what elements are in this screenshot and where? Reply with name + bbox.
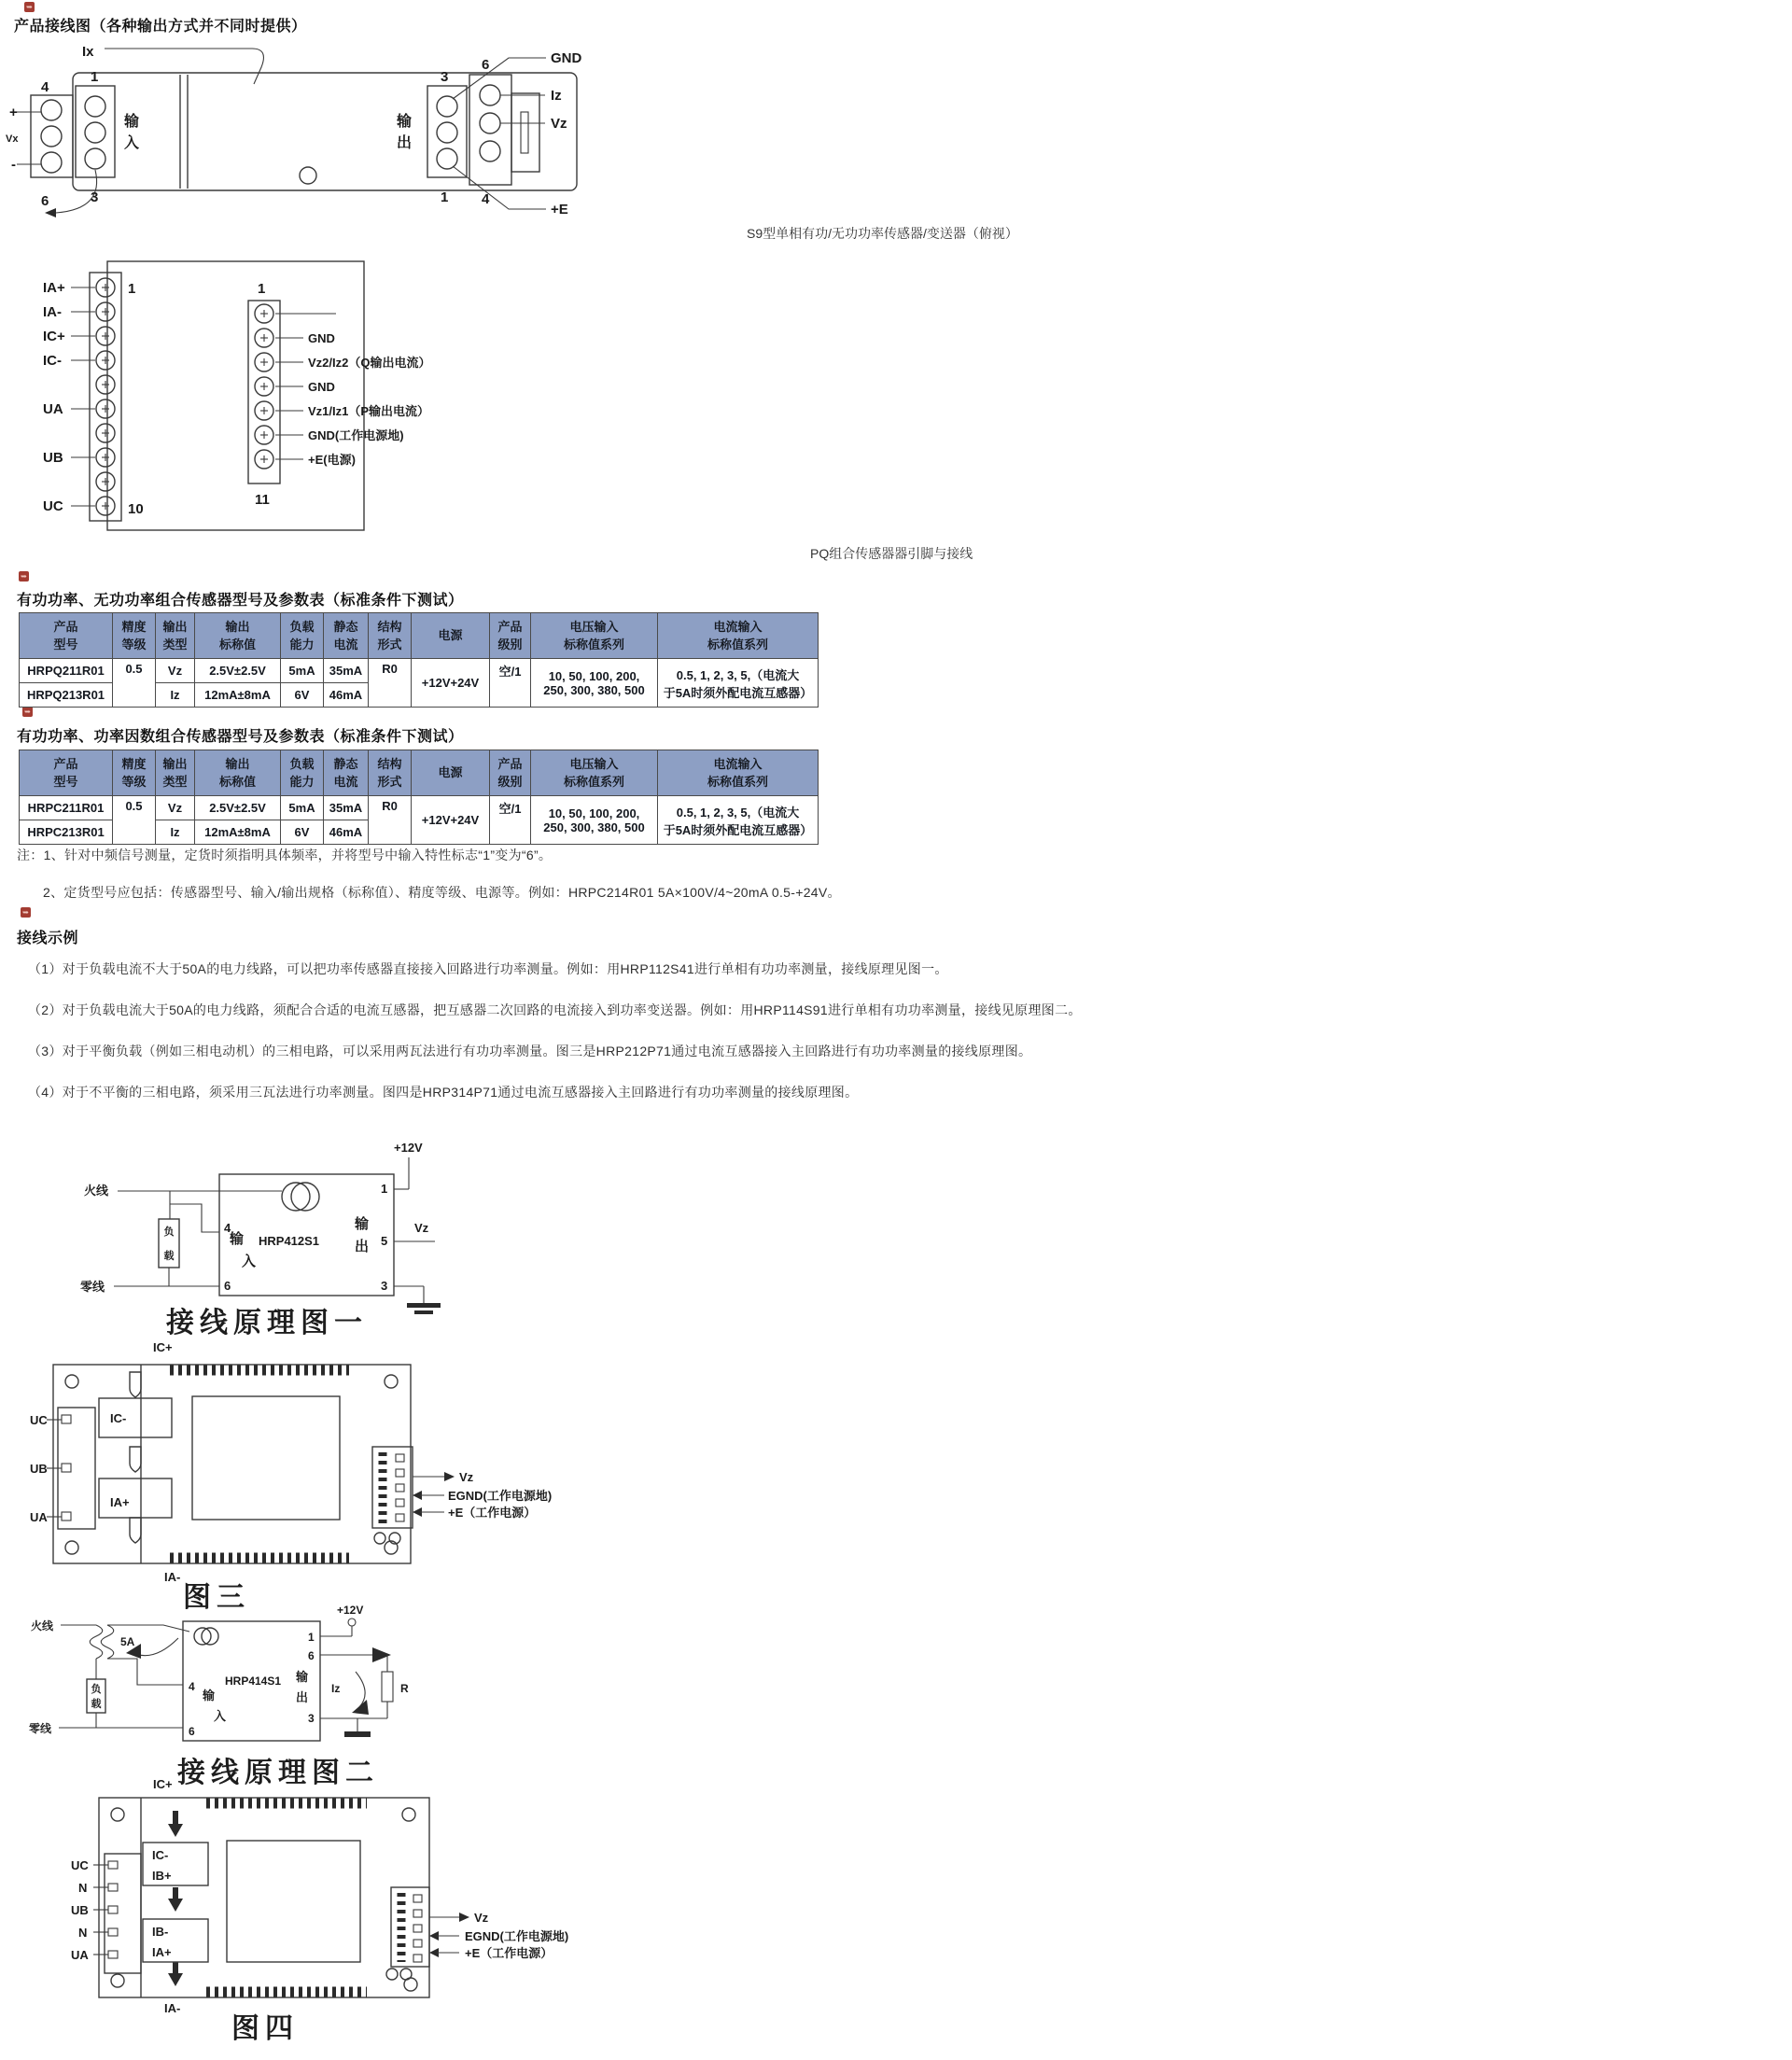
fig2-pin-6-right: 6	[308, 1649, 315, 1662]
pq-num-10: 10	[128, 501, 144, 517]
cell-structure: R0	[369, 659, 412, 708]
fig4-n1: N	[78, 1881, 88, 1895]
broken-image-icon: ➥	[24, 2, 35, 12]
header-cell: 产品 型号	[20, 613, 113, 659]
fig4-ia-minus: IA-	[164, 2001, 181, 2015]
cell-power: +12V+24V	[412, 659, 490, 708]
fig1-load-2: 载	[163, 1251, 175, 1262]
fig2-model-label: HRP414S1	[225, 1675, 282, 1688]
pq-num-1-right: 1	[258, 281, 266, 297]
pq-label-gnd-power: GND(工作电源地)	[308, 428, 404, 442]
cell-model: HRPQ213R01	[20, 683, 113, 708]
header-cell: 静态 电流	[324, 750, 369, 796]
header-cell: 结构 形式	[369, 750, 412, 796]
fig1-pin-4: 4	[224, 1221, 231, 1235]
fig2-output-2: 出	[296, 1690, 309, 1704]
pin-3-left: 3	[91, 189, 99, 205]
fig1-pin-6: 6	[224, 1279, 231, 1293]
fig1-output-2: 出	[355, 1239, 370, 1254]
fig2-ct-hole	[202, 1628, 218, 1645]
header-cell: 输出 标称值	[195, 613, 281, 659]
fig3-ub: UB	[30, 1462, 48, 1476]
caption-s9: S9型单相有功/无功功率传感器/变送器（俯视）	[747, 226, 1018, 241]
fig3-plus-e: +E（工作电源）	[448, 1506, 537, 1520]
product-wiring-diagram	[0, 37, 616, 238]
fig3-egnd: EGND(工作电源地)	[448, 1489, 553, 1503]
wiring-example-3: （3）对于平衡负载（例如三相电动机）的三相电路，可以采用两瓦法进行有功功率测量。图三是HRP212P71通过电流互感器接入主回路进行有功功率测量的接线原理图。	[28, 1044, 1032, 1058]
fig1-caption: 接线原理图一	[166, 1308, 368, 1338]
pin-6-right: 6	[482, 57, 490, 73]
fig1-input-2: 入	[242, 1254, 257, 1269]
label-plus-e: +E	[551, 202, 568, 217]
label-gnd: GND	[551, 50, 582, 66]
cell-accuracy: 0.5	[113, 659, 156, 708]
fig2-load-1: 负	[91, 1684, 102, 1695]
header-cell: 结构 形式	[369, 613, 412, 659]
cell-model: HRPC211R01	[20, 796, 113, 820]
table-header-row	[20, 750, 819, 796]
header-cell: 产品 级别	[490, 613, 531, 659]
cell-static-current: 35mA	[324, 659, 369, 683]
fig3-ia-minus: IA-	[164, 1570, 181, 1584]
pin-ua: UA	[43, 401, 63, 417]
fig1-output-1: 输	[355, 1216, 370, 1232]
fig1-pin-1: 1	[381, 1182, 388, 1196]
cell-current-series: 0.5, 1, 2, 3, 5,（电流大 于5A时须外配电流互感器）	[658, 796, 819, 845]
params-table-pc	[19, 750, 819, 845]
cell-load: 5mA	[281, 659, 324, 683]
pin-1-right: 1	[441, 189, 449, 205]
label-plus: +	[9, 105, 18, 120]
caption-pq: PQ组合传感器器引脚与接线	[810, 546, 973, 561]
cell-output-type: Vz	[156, 796, 195, 820]
header-cell: 电源	[412, 750, 490, 796]
fig1-load-1: 负	[163, 1226, 175, 1238]
fig4-n2: N	[78, 1926, 88, 1940]
cell-static-current: 46mA	[324, 683, 369, 708]
fig3-board-details	[47, 1365, 455, 1563]
fig4-board-details	[93, 1798, 469, 1997]
cell-grade: 空/1	[490, 796, 531, 845]
pin-ia-plus: IA+	[43, 280, 65, 296]
fig2-neutral-label: 零线	[29, 1722, 52, 1735]
label-output-1: 输	[397, 114, 413, 130]
cell-load: 6V	[281, 683, 324, 708]
cell-load: 6V	[281, 820, 324, 845]
cell-accuracy: 0.5	[113, 796, 156, 845]
fig1-pin-5: 5	[381, 1234, 388, 1248]
fig4-vz: Vz	[474, 1911, 489, 1925]
fig1-neutral-label: 零线	[80, 1280, 105, 1294]
fig1-model-label: HRP412S1	[259, 1234, 320, 1248]
fig3-caption: 图三	[183, 1582, 250, 1613]
table-header-row	[20, 613, 819, 659]
fig2-pin-4: 4	[189, 1680, 195, 1693]
header-cell: 输出 标称值	[195, 750, 281, 796]
pq-num-1-left: 1	[128, 281, 136, 297]
fig4-ic-plus: IC+	[153, 1777, 173, 1791]
pq-num-11: 11	[255, 492, 270, 508]
pq-label-gnd-2: GND	[308, 380, 335, 394]
pq-label-plus-e: +E(电源)	[308, 453, 356, 467]
cell-current-series: 0.5, 1, 2, 3, 5,（电流大 于5A时须外配电流互感器）	[658, 659, 819, 708]
fig3-ia-plus: IA+	[110, 1495, 130, 1509]
cell-grade: 空/1	[490, 659, 531, 708]
fig3-uc: UC	[30, 1413, 48, 1427]
cell-output-type: Vz	[156, 659, 195, 683]
label-minus: -	[11, 157, 16, 173]
fig1-input-1: 输	[230, 1231, 245, 1247]
header-cell: 负载 能力	[281, 750, 324, 796]
header-cell: 产品 级别	[490, 750, 531, 796]
table-row	[20, 796, 819, 820]
cell-power: +12V+24V	[412, 796, 490, 845]
fig3-ic-plus: IC+	[153, 1340, 173, 1354]
fig4-caption: 图四	[231, 2013, 299, 2044]
pin-6-left: 6	[41, 193, 49, 209]
left-inner-terminal-block	[76, 86, 115, 177]
params-table-pq	[19, 612, 819, 708]
pin-4-left: 4	[41, 79, 49, 95]
fig3-ic-minus: IC-	[110, 1411, 127, 1425]
cell-output-nominal: 2.5V±2.5V	[195, 796, 281, 820]
pin-4-right: 4	[482, 191, 490, 207]
fig2-input-2: 入	[214, 1709, 227, 1723]
fig2-output-1: 输	[296, 1670, 309, 1684]
label-input-2: 入	[124, 135, 140, 151]
cell-static-current: 46mA	[324, 820, 369, 845]
header-cell: 电压输入 标称值系列	[531, 613, 658, 659]
cell-output-type: Iz	[156, 820, 195, 845]
cell-output-type: Iz	[156, 683, 195, 708]
fig4-ic-minus: IC-	[152, 1848, 169, 1862]
header-cell: 电流输入 标称值系列	[658, 613, 819, 659]
fig2-ct-hole	[194, 1628, 211, 1645]
pin-ic-minus: IC-	[43, 353, 62, 369]
fig4-plus-e: +E（工作电源）	[465, 1946, 553, 1960]
fig4-egnd: EGND(工作电源地)	[465, 1929, 569, 1943]
fig3-ua: UA	[30, 1510, 48, 1524]
cell-structure: R0	[369, 796, 412, 845]
header-cell: 静态 电流	[324, 613, 369, 659]
pq-pinout-diagram	[37, 248, 653, 547]
fig4-ub: UB	[71, 1903, 89, 1917]
fig2-ct-5a-label: 5A	[120, 1635, 135, 1648]
fig2-live-label: 火线	[31, 1619, 54, 1633]
header-cell: 电压输入 标称值系列	[531, 750, 658, 796]
header-cell: 精度 等级	[113, 750, 156, 796]
fig1-live-label: 火线	[84, 1184, 109, 1198]
header-cell: 电源	[412, 613, 490, 659]
fig4-board-outline	[99, 1798, 429, 1997]
fig1-12v-label: +12V	[394, 1141, 423, 1155]
fig4-uc: UC	[71, 1858, 89, 1872]
wiring-figure-3	[28, 1337, 607, 1589]
cell-voltage-series: 10, 50, 100, 200, 250, 300, 380, 500	[531, 796, 658, 845]
table1-title: 有功功率、无功功率组合传感器型号及参数表（标准条件下测试）	[17, 593, 464, 609]
label-vz: Vz	[551, 116, 567, 132]
fig4-ib-plus: IB+	[152, 1869, 172, 1883]
broken-image-icon: ➥	[22, 707, 33, 717]
label-iz: Iz	[551, 88, 562, 104]
pin-1-left: 1	[91, 69, 99, 85]
right-inner-terminal-block	[427, 86, 467, 177]
cell-voltage-series: 10, 50, 100, 200, 250, 300, 380, 500	[531, 659, 658, 708]
transducer-body	[73, 73, 577, 190]
wiring-example-1: （1）对于负载电流不大于50A的电力线路，可以把功率传感器直接接入回路进行功率测量。例如：用HRP112S41进行单相有功功率测量，接线原理见图一。	[28, 961, 948, 976]
table-row	[20, 659, 819, 683]
pq-label-vz1: Vz1/Iz1（P输出电流）	[308, 404, 430, 418]
table2-title: 有功功率、功率因数组合传感器型号及参数表（标准条件下测试）	[17, 729, 464, 745]
cell-output-nominal: 2.5V±2.5V	[195, 659, 281, 683]
fig2-r-label: R	[400, 1682, 409, 1695]
pq-label-gnd-1: GND	[308, 331, 335, 345]
fig2-12v-label: +12V	[337, 1604, 364, 1617]
left-outer-terminal-block	[17, 95, 73, 177]
label-input-1: 输	[124, 114, 140, 130]
note-1: 注：1、针对中频信号测量，定货时须指明具体频率，并将型号中输入特性标志“1”变为“6”。	[17, 848, 553, 862]
wiring-example-2: （2）对于负载电流大于50A的电力线路，须配合合适的电流互感器，把互感器二次回路的电流接入到功率变送器。例如：用HRP114S91进行单相有功功率测量，接线见原理图二。	[28, 1002, 1082, 1017]
header-cell: 输出 类型	[156, 750, 195, 796]
fig2-caption: 接线原理图二	[177, 1758, 379, 1788]
header-cell: 输出 类型	[156, 613, 195, 659]
label-output-2: 出	[397, 135, 413, 151]
header-cell: 负载 能力	[281, 613, 324, 659]
cell-static-current: 35mA	[324, 796, 369, 820]
fig2-iz-label: Iz	[331, 1682, 341, 1695]
pin-ia-minus: IA-	[43, 304, 62, 320]
fig2-pin-6-left: 6	[189, 1725, 195, 1738]
fig2-pin-3: 3	[308, 1712, 315, 1725]
fig2-input-1: 输	[203, 1689, 216, 1703]
fig1-pin-3: 3	[381, 1279, 388, 1293]
fig1-vz-label: Vz	[414, 1221, 429, 1235]
fig2-load-2: 载	[91, 1699, 102, 1710]
pin-ub: UB	[43, 450, 63, 466]
header-cell: 产品 型号	[20, 750, 113, 796]
header-cell: 精度 等级	[113, 613, 156, 659]
fig2-pin-1: 1	[308, 1631, 315, 1644]
pin-uc: UC	[43, 498, 63, 514]
pq-label-vz2: Vz2/Iz2（Q输出电流）	[308, 356, 431, 370]
fig4-ib-minus: IB-	[152, 1925, 169, 1939]
label-ix: Ix	[82, 44, 94, 60]
header-cell: 电流输入 标称值系列	[658, 750, 819, 796]
fig4-ua: UA	[71, 1948, 89, 1962]
wiring-figure-4	[28, 1775, 607, 2018]
fig4-ia-plus: IA+	[152, 1945, 172, 1959]
label-vx: Vx	[6, 133, 19, 145]
cell-load: 5mA	[281, 796, 324, 820]
fig3-vz: Vz	[459, 1470, 474, 1484]
wiring-principle-diagram-2	[23, 1601, 471, 1752]
cell-output-nominal: 12mA±8mA	[195, 820, 281, 845]
cell-model: HRPC213R01	[20, 820, 113, 845]
right-outer-terminal-block	[469, 75, 539, 185]
broken-image-icon: ➥	[21, 907, 31, 918]
cell-model: HRPQ211R01	[20, 659, 113, 683]
broken-image-icon: ➥	[19, 571, 29, 582]
note-2: 2、定货型号应包括：传感器型号、输入/输出规格（标称值）、精度等级、电源等。例如：HRPC214R01 5A×100V/4~20mA 0.5-+24V。	[43, 885, 841, 900]
pq-left-pin-strip	[71, 273, 121, 521]
examples-title: 接线示例	[17, 931, 79, 946]
wiring-diagram-title: 产品接线图（各种输出方式并不同时提供）	[14, 19, 307, 35]
pin-3-right: 3	[441, 69, 449, 85]
cell-output-nominal: 12mA±8mA	[195, 683, 281, 708]
wiring-example-4: （4）对于不平衡的三相电路，须采用三瓦法进行功率测量。图四是HRP314P71通过电流互感器接入主回路进行有功功率测量的接线原理图。	[28, 1085, 859, 1100]
fig3-board-outline	[53, 1365, 411, 1563]
pq-board-outline	[107, 261, 364, 530]
wiring-principle-diagram-1	[28, 1129, 476, 1316]
wiring-lines	[45, 49, 546, 217]
pin-ic-plus: IC+	[43, 329, 65, 344]
